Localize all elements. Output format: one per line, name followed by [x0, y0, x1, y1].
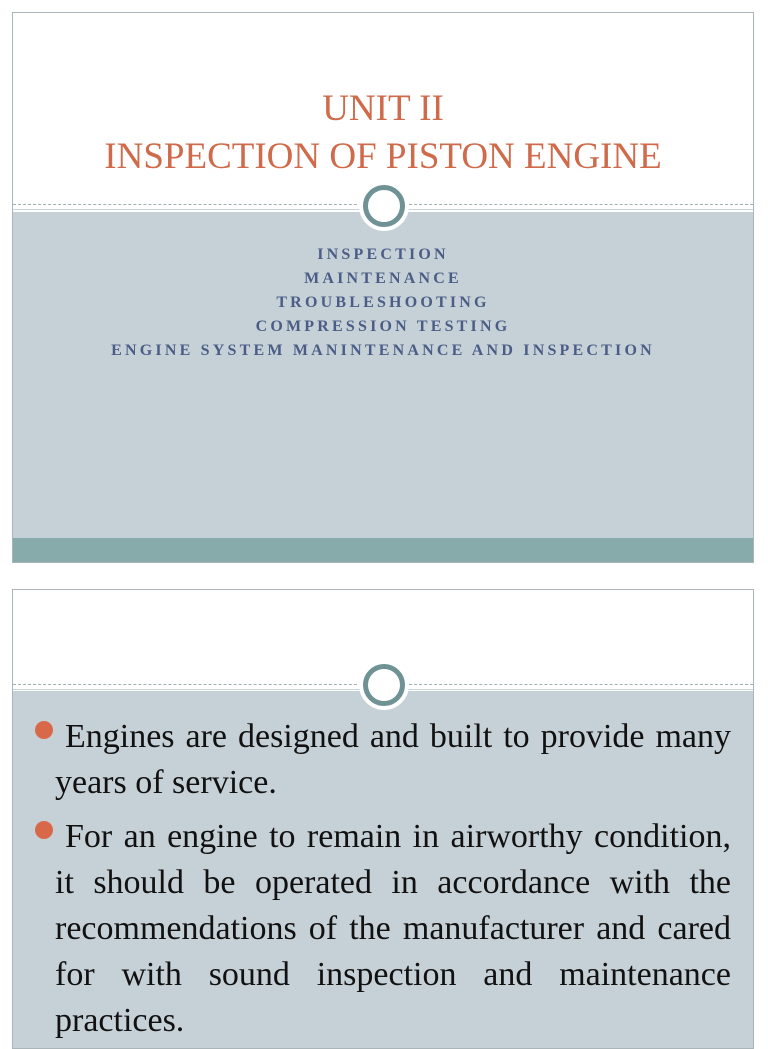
bullet-text: For an engine to remain in airworthy condition, it should be operated in accordance with the recommendations of the manufacturer and cared for with sound inspection and maintenance practices. [55, 818, 731, 1039]
slide-2 [12, 589, 754, 1049]
ring-icon [363, 664, 405, 706]
subtitle-item: MAINTENANCE [304, 270, 462, 287]
bullet-dot-icon [35, 821, 53, 839]
bullet-dot-icon [35, 721, 53, 739]
subtitle-item: INSPECTION [317, 246, 449, 263]
slide-title [13, 85, 753, 181]
title-line-2: INSPECTION OF PISTON ENGINE [104, 136, 662, 177]
bullet-item [55, 814, 731, 1044]
ring-icon [363, 185, 405, 227]
subtitle-item: COMPRESSION TESTING [255, 318, 511, 335]
title-line-1: UNIT II [322, 88, 444, 129]
footer-bar [13, 538, 753, 563]
bullet-item [55, 714, 731, 806]
bullet-list [55, 714, 731, 1049]
bullet-text: Engines are designed and built to provide many years of service. [55, 718, 731, 801]
subtitle-list [13, 243, 753, 363]
title-area [13, 13, 753, 206]
subtitle-item: ENGINE SYSTEM MANINTENANCE AND INSPECTION [111, 342, 655, 359]
slide-1 [12, 12, 754, 563]
subtitle-item: TROUBLESHOOTING [276, 294, 490, 311]
